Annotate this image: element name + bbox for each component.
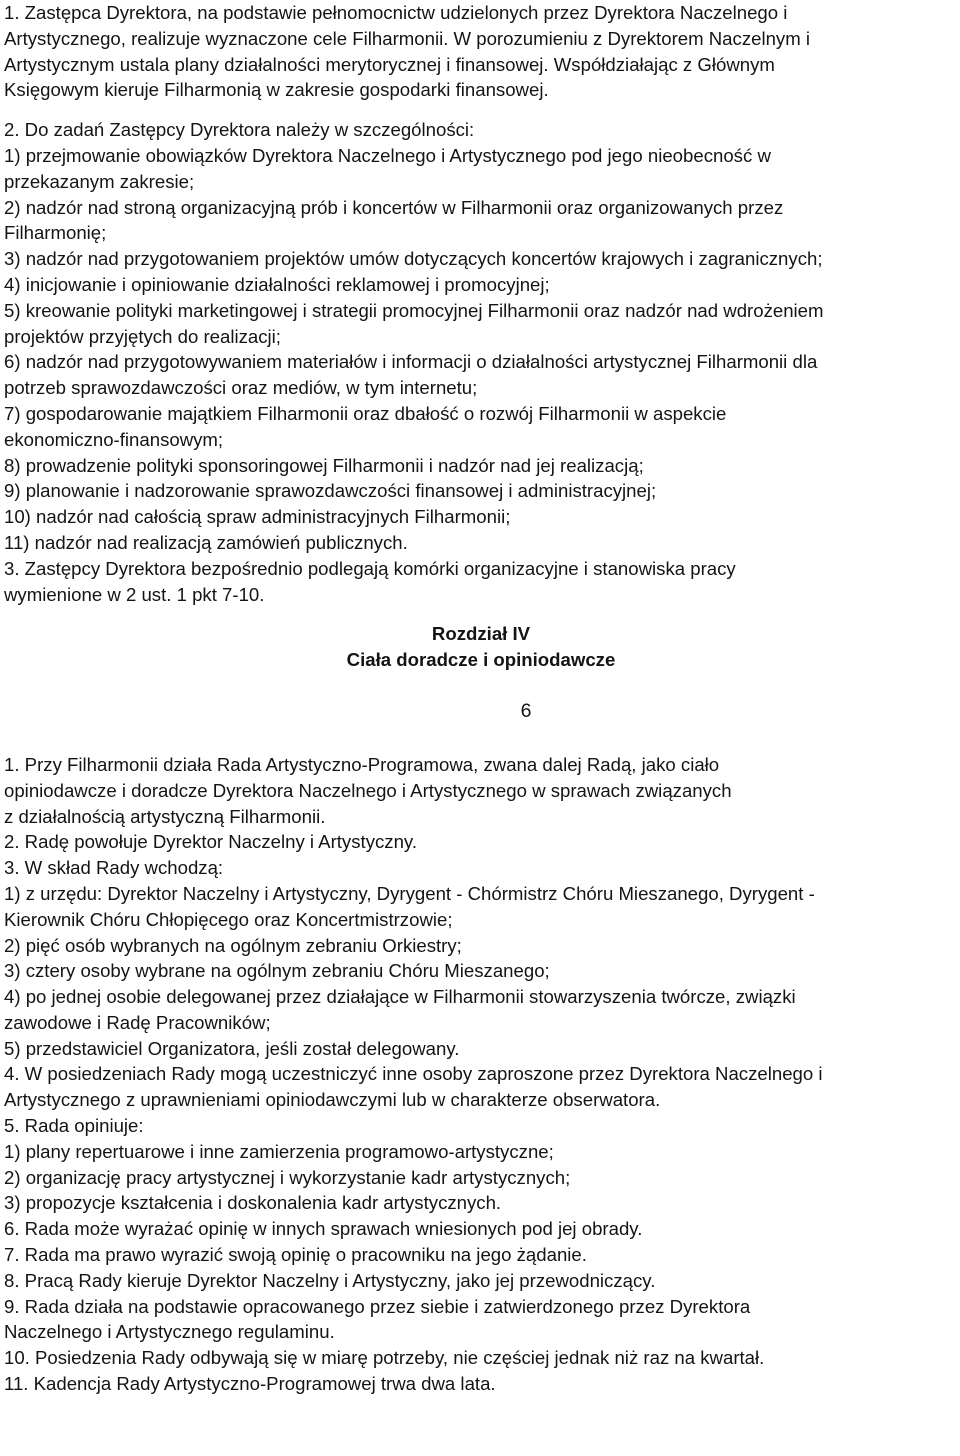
text-line: 1) plany repertuarowe i inne zamierzenia programowo-artystyczne; xyxy=(4,1140,554,1162)
text-line: 1. Zastępca Dyrektora, na podstawie pełnomocnictw udzielonych przez Dyrektora Naczelnego i xyxy=(4,2,788,23)
spacer xyxy=(4,673,958,699)
text-line: 4. W posiedzeniach Rady mogą uczestniczyć inne osoby zaproszone przez Dyrektora Naczelnego i xyxy=(4,1063,823,1085)
text-line: ekonomiczno-finansowym; xyxy=(4,428,224,450)
text-line: 3. Zastępcy Dyrektora bezpośrednio podlegają komórki organizacyjne i stanowiska pracy xyxy=(4,557,736,579)
text-line: 7. Rada ma prawo wyrazić swoją opinię o pracowniku na jego żądanie. xyxy=(4,1244,587,1266)
text-line: 5. Rada opiniuje: xyxy=(4,1115,144,1137)
paragraph-1 xyxy=(4,0,958,103)
text-line: potrzeb sprawozdawczości oraz mediów, w tym internetu; xyxy=(4,377,478,399)
paragraph-3 xyxy=(4,752,958,1397)
section-number: 6 xyxy=(520,699,532,722)
text-line: wymienione w 2 ust. 1 pkt 7-10. xyxy=(4,583,265,605)
text-line: Artystycznego z uprawnieniami opiniodawczymi lub w charakterze obserwatora. xyxy=(4,1089,661,1111)
chapter-subtitle: Ciała doradcze i opiniodawcze xyxy=(346,649,616,671)
text-line: 9. Rada działa na podstawie opracowanego przez siebie i zatwierdzonego przez Dyrektora xyxy=(4,1295,751,1317)
text-line: 1. Przy Filharmonii działa Rada Artystyczno-Programowa, zwana dalej Radą, jako ciało xyxy=(4,753,720,775)
text-line: przekazanym zakresie; xyxy=(4,170,195,192)
text-line: 1) przejmowanie obowiązków Dyrektora Naczelnego i Artystycznego pod jego nieobecność w xyxy=(4,144,771,166)
text-line: opiniodawcze i doradcze Dyrektora Naczelnego i Artystycznego w sprawach związanych xyxy=(4,779,732,801)
text-line: Filharmonię; xyxy=(4,222,107,244)
text-line: zawodowe i Radę Pracowników; xyxy=(4,1011,271,1033)
paragraph-2 xyxy=(4,117,958,607)
text-line: 5) przedstawiciel Organizatora, jeśli został delegowany. xyxy=(4,1037,460,1059)
text-line: 2) nadzór nad stroną organizacyjną prób i koncertów w Filharmonii oraz organizowanych przez xyxy=(4,196,784,218)
chapter-title: Rozdział IV xyxy=(431,623,531,645)
document-page xyxy=(4,0,958,1397)
text-line: z działalnością artystyczną Filharmonii. xyxy=(4,805,326,827)
text-line: 8. Pracą Rady kieruje Dyrektor Naczelny i Artystyczny, jako jej przewodniczący. xyxy=(4,1269,656,1291)
text-line: 8) prowadzenie polityki sponsoringowej Filharmonii i nadzór nad jej realizacją; xyxy=(4,454,644,476)
text-line: Artystycznego, realizuje wyznaczone cele Filharmonii. W porozumieniu z Dyrektorem Naczelnym i xyxy=(4,27,811,49)
text-line: projektów przyjętych do realizacji; xyxy=(4,325,281,347)
spacer xyxy=(4,607,958,621)
spacer xyxy=(4,726,958,752)
text-line: Kierownik Chóru Chłopięcego oraz Koncertmistrzowie; xyxy=(4,908,453,930)
text-line: Naczelnego i Artystycznego regulaminu. xyxy=(4,1321,335,1343)
text-line: 6) nadzór nad przygotowywaniem materiałów i informacji o działalności artystycznej Filharmonii dla xyxy=(4,351,818,373)
text-line: Artystycznym ustala plany działalności merytorycznej i finansowej. Współdziałając z Głównym xyxy=(4,53,775,75)
text-line: Księgowym kieruje Filharmonią w zakresie gospodarki finansowej. xyxy=(4,79,549,101)
text-line: 3) nadzór nad przygotowaniem projektów umów dotyczących koncertów krajowych i zagranicznych; xyxy=(4,248,823,270)
text-line: 4) po jednej osobie delegowanej przez działające w Filharmonii stowarzyszenia twórcze, związki xyxy=(4,986,796,1008)
spacer xyxy=(4,103,958,117)
text-line: 3) propozycje kształcenia i doskonalenia kadr artystycznych. xyxy=(4,1192,502,1214)
text-line: 10. Posiedzenia Rady odbywają się w miarę potrzeby, nie częściej jednak niż raz na kwartał. xyxy=(4,1347,765,1369)
text-line: 2) organizację pracy artystycznej i wykorzystanie kadr artystycznych; xyxy=(4,1166,571,1188)
text-line: 7) gospodarowanie majątkiem Filharmonii oraz dbałość o rozwój Filharmonii w aspekcie xyxy=(4,402,727,424)
text-line: 2. Radę powołuje Dyrektor Naczelny i Artystyczny. xyxy=(4,831,418,853)
text-line: 9) planowanie i nadzorowanie sprawozdawczości finansowej i administracyjnej; xyxy=(4,480,657,502)
text-line: 1) z urzędu: Dyrektor Naczelny i Artystyczny, Dyrygent - Chórmistrz Chóru Mieszanego, Dyrygent - xyxy=(4,882,815,904)
text-line: 6. Rada może wyrażać opinię w innych sprawach wniesionych pod jej obrady. xyxy=(4,1218,643,1240)
text-line: 3) cztery osoby wybrane na ogólnym zebraniu Chóru Mieszanego; xyxy=(4,960,550,982)
text-line: 2. Do zadań Zastępcy Dyrektora należy w szczególności: xyxy=(4,119,475,141)
text-line: 11. Kadencja Rady Artystyczno-Programowej trwa dwa lata. xyxy=(4,1373,496,1395)
text-line: 3. W skład Rady wchodzą: xyxy=(4,857,224,879)
text-line: 11) nadzór nad realizacją zamówień publicznych. xyxy=(4,531,408,553)
text-line: 10) nadzór nad całością spraw administracyjnych Filharmonii; xyxy=(4,506,511,528)
text-line: 4) inicjowanie i opiniowanie działalności reklamowej i promocyjnej; xyxy=(4,273,550,295)
text-line: 2) pięć osób wybranych na ogólnym zebraniu Orkiestry; xyxy=(4,934,462,956)
text-line: 5) kreowanie polityki marketingowej i strategii promocyjnej Filharmonii oraz nadzór nad wdrożeniem xyxy=(4,299,824,321)
